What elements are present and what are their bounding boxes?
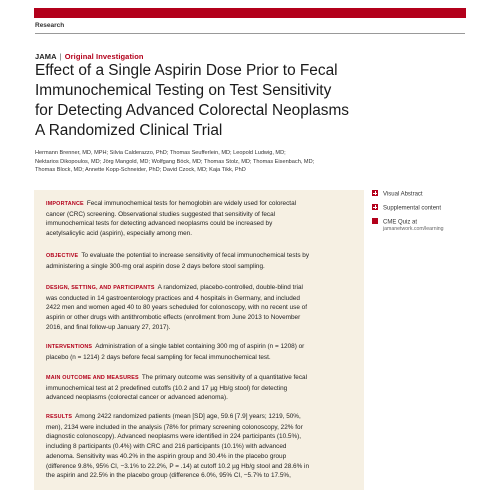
abstract-heading: MAIN OUTCOME AND MEASURES	[46, 375, 139, 381]
author-list	[35, 149, 435, 175]
abstract-interventions	[46, 342, 364, 362]
article-type: Original Investigation	[64, 52, 144, 61]
title-line: for Detecting Advanced Colorectal Neoplasms	[35, 102, 349, 119]
author-line: Nektarios Dikopoulos, MD; Jörg Mangold, MD; Wolfgang Böck, MD; Thomas Stolz, MD; Thomas Eisenbach, MD;	[35, 158, 315, 165]
abstract-text: cancer (CRC) screening. Observational studies suggested that sensitivity of fecal	[46, 210, 276, 218]
supplemental-content-link[interactable]	[372, 204, 441, 212]
abstract-text: including 8 participants (0.4%) with CRC and 216 participants (10.1%) with advanced	[46, 443, 287, 451]
journal-line	[35, 52, 144, 61]
supplemental-content-label: Supplemental content	[383, 205, 442, 212]
cme-url[interactable]: jamanetwork.com/learning	[383, 225, 444, 232]
abstract-heading: DESIGN, SETTING, AND PARTICIPANTS	[46, 285, 155, 291]
section-label: Research	[35, 22, 65, 29]
journal-name: JAMA	[35, 52, 57, 61]
cme-quiz-label: CME Quiz at	[383, 219, 418, 226]
abstract-text: A randomized, placebo-controlled, double-blind trial	[157, 284, 303, 291]
abstract-heading: INTERVENTIONS	[46, 344, 93, 350]
plus-icon	[372, 190, 378, 196]
visual-abstract-link[interactable]	[372, 190, 423, 198]
abstract-text: advanced neoplasms (colorectal cancer or advanced adenoma).	[46, 394, 228, 402]
journal-separator: |	[59, 52, 62, 61]
abstract-outcome	[46, 373, 364, 403]
article-title	[35, 61, 475, 141]
abstract-text: administering a single 300-mg oral aspirin dose 2 days before stool sampling.	[46, 262, 265, 270]
cme-quiz-link[interactable]	[372, 218, 444, 232]
title-line: Immunochemical Testing on Test Sensitivity	[35, 82, 332, 99]
abstract-text: Among 2422 randomized patients (mean [SD] age, 59.6 [7.9] years; 1219, 50%,	[75, 413, 301, 420]
abstract-text: placebo (n = 1214) 2 days before fecal sampling for fecal immunochemical test.	[46, 353, 271, 361]
header-divider	[35, 33, 465, 34]
abstract-text: diagnostic colonoscopy). Advanced neoplasms were identified in 224 participants (10.5%),	[46, 433, 302, 441]
plus-icon	[372, 204, 378, 210]
abstract-design	[46, 283, 364, 333]
title-line: Effect of a Single Aspirin Dose Prior to Fecal	[35, 62, 338, 79]
author-line: Thomas Block, MD; Annette Kopp-Schneider, PhD; David Czock, MD; Kaja Tikk, PhD	[35, 167, 246, 174]
abstract-text: acetylsalicylic acid (aspirin), especially among men.	[46, 230, 192, 238]
abstract-heading: RESULTS	[46, 414, 73, 420]
abstract-text: men), 2134 were included in the analysis (78% for primary screening colonoscopy, 22% for	[46, 423, 303, 431]
abstract-text: immunochemical test at 2 predefined cutoffs (10.2 and 17 µg Hb/g stool) for detecting	[46, 384, 288, 392]
cme-icon	[372, 218, 378, 224]
abstract-objective	[46, 251, 364, 271]
abstract-heading: OBJECTIVE	[46, 253, 79, 259]
abstract-text: The primary outcome was sensitivity of a quantitative fecal	[141, 374, 308, 381]
abstract-text: 2422 men and women aged 40 to 80 years scheduled for colonoscopy, with no recent use of	[46, 304, 307, 312]
abstract-text: adenoma. Sensitivity was 40.2% in the aspirin group and 30.4% in the placebo group	[46, 452, 287, 460]
abstract-text: (difference 9.8%, 95% CI, −3.1% to 22.2%, P = .14) at cutoff 10.2 µg Hb/g stool and 28.6% in	[46, 462, 310, 470]
abstract-heading: IMPORTANCE	[46, 201, 84, 207]
visual-abstract-label: Visual Abstract	[383, 191, 423, 198]
abstract-text: immunochemical tests for detecting advanced neoplasms could be increased by	[46, 220, 273, 228]
abstract-text: the aspirin and 22.5% in the placebo group (difference 6.0%, 95% CI, −5.7% to 17.5%,	[46, 472, 291, 480]
journal-color-bar	[34, 8, 466, 18]
abstract-text: Administration of a single tablet containing 300 mg of aspirin (n = 1208) or	[95, 343, 305, 350]
article-subtitle: A Randomized Clinical Trial	[35, 122, 223, 139]
abstract-text: aspirin or other drugs with antithrombotic effects (enrollment from June 2013 to November	[46, 314, 301, 322]
abstract-text: was conducted in 14 gastroenterology practices and 4 hospitals in Germany, and included	[46, 294, 300, 302]
abstract-text: To evaluate the potential to increase sensitivity of fecal immunochemical tests by	[81, 252, 310, 259]
author-line: Hermann Brenner, MD, MPH; Silvia Calderazzo, PhD; Thomas Seufferlein, MD; Leopold Ludwig, MD;	[35, 150, 286, 156]
abstract-text: Fecal immunochemical tests for hemoglobin are widely used for colorectal	[86, 200, 297, 207]
abstract-results	[46, 412, 364, 481]
abstract-importance	[46, 199, 364, 239]
abstract-box	[34, 190, 364, 490]
abstract-text: 2016, and final follow-up January 27, 2017).	[46, 323, 171, 331]
